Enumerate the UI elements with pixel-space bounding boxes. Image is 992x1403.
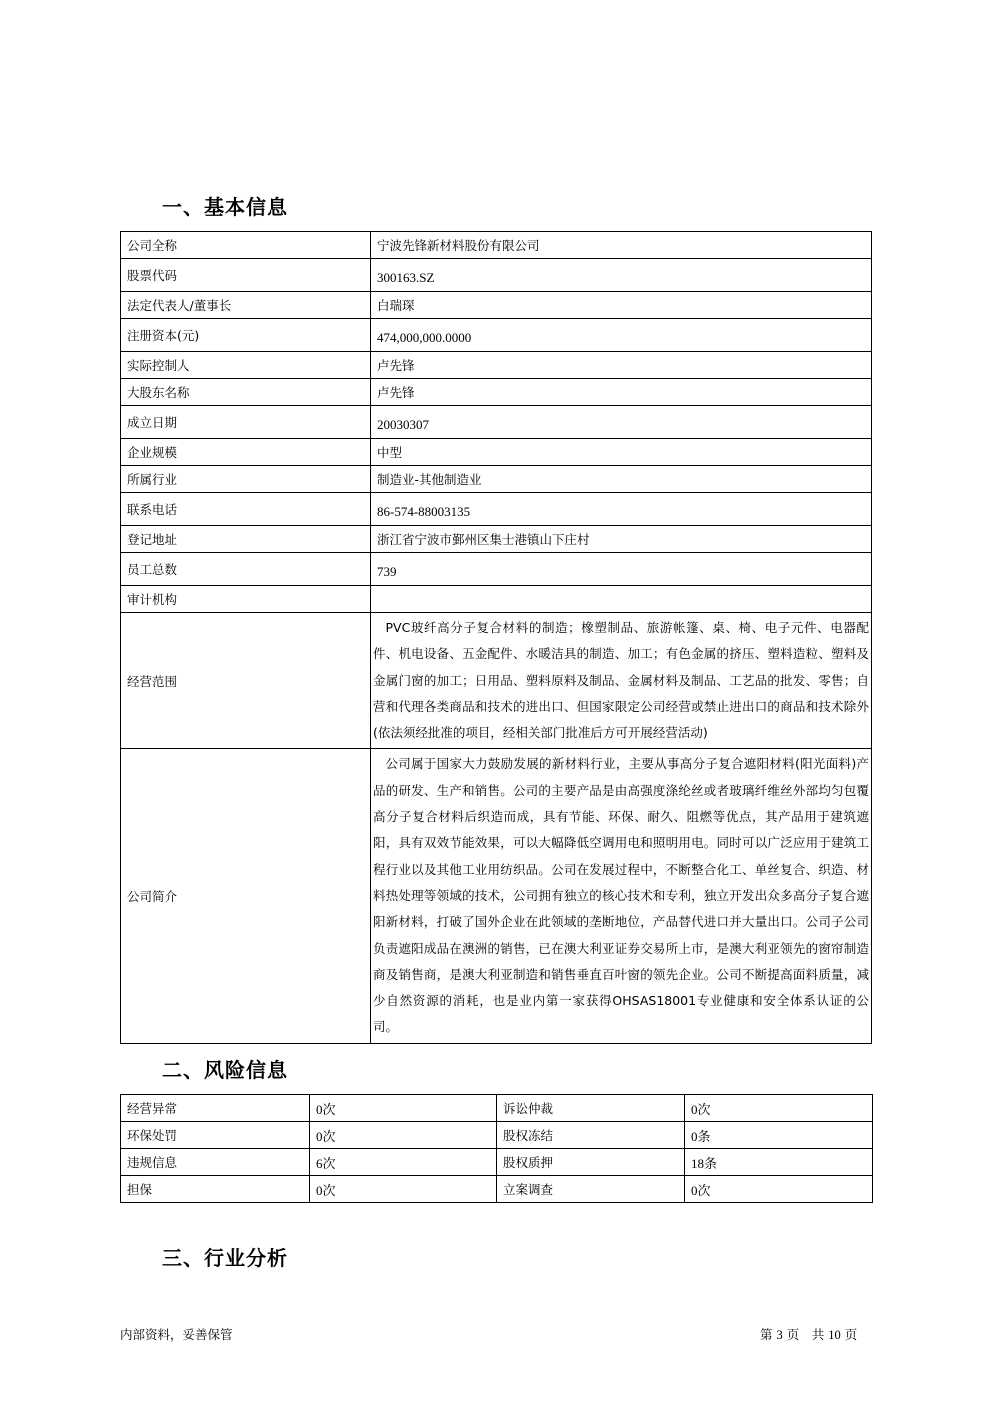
risk-value: 0次 xyxy=(685,1176,873,1203)
risk-label: 股权冻结 xyxy=(497,1122,685,1149)
basic-info-label: 登记地址 xyxy=(121,526,371,553)
basic-info-label: 大股东名称 xyxy=(121,379,371,406)
basic-info-row xyxy=(121,379,872,406)
basic-info-row xyxy=(121,259,872,292)
basic-info-row xyxy=(121,466,872,493)
risk-label: 股权质押 xyxy=(497,1149,685,1176)
section-title-basic: 一、基本信息 xyxy=(162,195,288,219)
basic-info-label: 企业规模 xyxy=(121,439,371,466)
business-scope-value: PVC玻纤高分子复合材料的制造；橡塑制品、旅游帐篷、桌、椅、电子元件、电器配件、机电设备、五金配件、水暖洁具的制造、加工；有色金属的挤压、塑料造粒、塑料及金属门窗的加工；日用品、塑料原料及制品、金属材料及制品、工艺品的批发、零售；自营和代理各类商品和技术的进出口、但国家限定公司经营或禁止进出口的商品和技术除外(依法须经批准的项目，经相关部门批准后方可开展经营活动) xyxy=(371,613,872,749)
basic-info-value: 宁波先锋新材料股份有限公司 xyxy=(371,232,872,259)
basic-info-label: 注册资本(元) xyxy=(121,319,371,352)
basic-info-value: 474,000,000.0000 xyxy=(371,319,872,352)
risk-value: 0次 xyxy=(310,1095,497,1122)
page-prefix: 第 xyxy=(760,1327,773,1342)
section-title-risk: 二、风险信息 xyxy=(162,1058,288,1082)
basic-info-row xyxy=(121,493,872,526)
page-current: 3 xyxy=(776,1328,783,1342)
risk-info-row xyxy=(121,1122,873,1149)
risk-label: 环保处罚 xyxy=(121,1122,310,1149)
basic-info-label: 联系电话 xyxy=(121,493,371,526)
risk-value: 0次 xyxy=(685,1095,873,1122)
basic-info-value: 300163.SZ xyxy=(371,259,872,292)
company-profile-row xyxy=(121,749,872,1043)
risk-value: 0次 xyxy=(310,1176,497,1203)
basic-info-value: 卢先锋 xyxy=(371,352,872,379)
basic-info-row xyxy=(121,439,872,466)
risk-info-row xyxy=(121,1095,873,1122)
business-scope-label: 经营范围 xyxy=(121,613,371,749)
basic-info-label: 股票代码 xyxy=(121,259,371,292)
business-scope-row xyxy=(121,613,872,749)
basic-info-row xyxy=(121,586,872,613)
company-profile-label: 公司简介 xyxy=(121,749,371,1043)
company-profile-value: 公司属于国家大力鼓励发展的新材料行业，主要从事高分子复合遮阳材料(阳光面料)产品的研发、生产和销售。公司的主要产品是由高强度涤纶丝或者玻璃纤维丝外部均匀包覆高分子复合材料后织造而成，具有节能、环保、耐久、阻燃等优点，其产品用于建筑遮阳，具有双效节能效果，可以大幅降低空调用电和照明用电。同时可以广泛应用于建筑工程行业以及其他工业用纺织品。公司在发展过程中，不断整合化工、单丝复合、织造、材料热处理等领域的技术，公司拥有独立的核心技术和专利，独立开发出众多高分子复合遮阳新材料，打破了国外企业在此领域的垄断地位，产品替代进口并大量出口。公司子公司负责遮阳成品在澳洲的销售，已在澳大利亚证券交易所上市，是澳大利亚领先的窗帘制造商及销售商，是澳大利亚制造和销售垂直百叶窗的领先企业。公司不断提高面料质量，减少自然资源的消耗，也是业内第一家获得OHSAS18001专业健康和安全体系认证的公司。 xyxy=(371,749,872,1043)
basic-info-table xyxy=(120,231,872,1044)
basic-info-value: 86-574-88003135 xyxy=(371,493,872,526)
risk-info-table xyxy=(120,1094,873,1203)
basic-info-row xyxy=(121,232,872,259)
risk-value: 0次 xyxy=(310,1122,497,1149)
risk-value: 6次 xyxy=(310,1149,497,1176)
page-mid: 页 共 xyxy=(786,1327,825,1342)
section-title-industry: 三、行业分析 xyxy=(162,1246,288,1270)
basic-info-value: 卢先锋 xyxy=(371,379,872,406)
risk-label: 经营异常 xyxy=(121,1095,310,1122)
basic-info-row xyxy=(121,292,872,319)
basic-info-row xyxy=(121,319,872,352)
footer-confidential-note: 内部资料，妥善保管 xyxy=(120,1327,233,1342)
basic-info-row xyxy=(121,406,872,439)
basic-info-label: 法定代表人/董事长 xyxy=(121,292,371,319)
basic-info-label: 实际控制人 xyxy=(121,352,371,379)
page-suffix: 页 xyxy=(844,1327,858,1342)
basic-info-value: 浙江省宁波市鄞州区集士港镇山下庄村 xyxy=(371,526,872,553)
basic-info-label: 公司全称 xyxy=(121,232,371,259)
basic-info-value: 739 xyxy=(371,553,872,586)
risk-label: 立案调查 xyxy=(497,1176,685,1203)
basic-info-value: 20030307 xyxy=(371,406,872,439)
footer-page-number xyxy=(760,1325,857,1343)
basic-info-row xyxy=(121,526,872,553)
risk-value: 0条 xyxy=(685,1122,873,1149)
basic-info-value: 制造业-其他制造业 xyxy=(371,466,872,493)
risk-label: 担保 xyxy=(121,1176,310,1203)
risk-label: 诉讼仲裁 xyxy=(497,1095,685,1122)
basic-info-label: 员工总数 xyxy=(121,553,371,586)
basic-info-label: 成立日期 xyxy=(121,406,371,439)
basic-info-row xyxy=(121,352,872,379)
risk-value: 18条 xyxy=(685,1149,873,1176)
basic-info-value: 中型 xyxy=(371,439,872,466)
basic-info-label: 审计机构 xyxy=(121,586,371,613)
basic-info-row xyxy=(121,553,872,586)
risk-info-row xyxy=(121,1149,873,1176)
risk-label: 违规信息 xyxy=(121,1149,310,1176)
basic-info-value xyxy=(371,586,872,613)
risk-info-row xyxy=(121,1176,873,1203)
page-total: 10 xyxy=(828,1328,841,1342)
basic-info-value: 白瑞琛 xyxy=(371,292,872,319)
basic-info-label: 所属行业 xyxy=(121,466,371,493)
